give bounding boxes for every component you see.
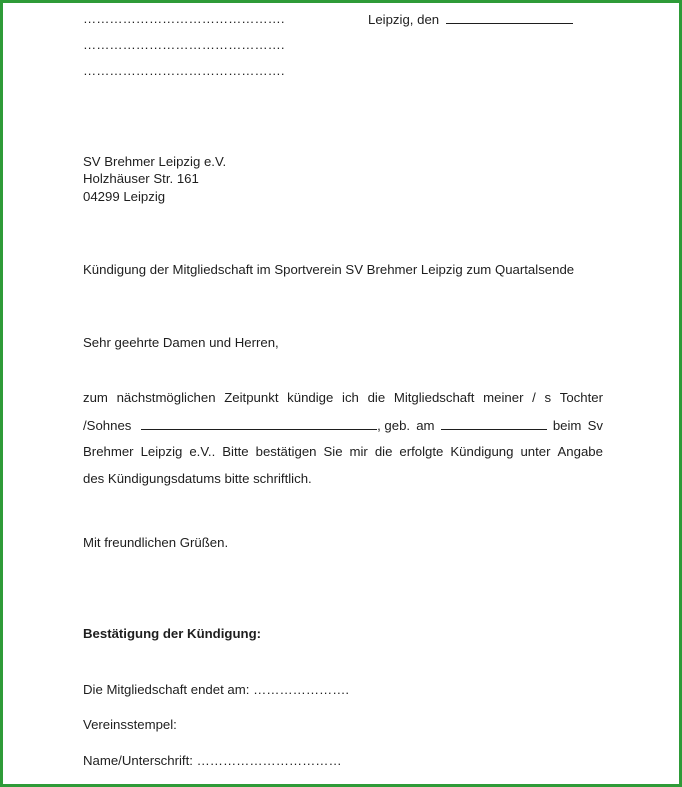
membership-end-label: Die Mitgliedschaft endet am: [83,682,250,697]
body-word: Leipzig [140,444,183,459]
body-word: mir [349,444,368,459]
sender-line-1: ………………………………………. [83,11,285,26]
date-blank [446,11,573,24]
recipient-city: 04299 Leipzig [83,189,166,204]
body-line-3 [83,444,603,460]
signature-label: Name/Unterschrift: [83,753,193,768]
subject-line: Kündigung der Mitgliedschaft im Sportverein SV Brehmer Leipzig zum Quartalsende [83,262,575,277]
body-word: Brehmer [83,444,134,459]
body-word: s [544,390,552,405]
sender-line-2: ………………………………………. [83,37,285,52]
signature-field [83,753,342,769]
body-word: bestätigen [255,444,317,459]
geb-label: , geb. [377,418,411,433]
closing: Mit freundlichen Grüßen. [83,535,229,550]
body-word: Bitte [222,444,249,459]
body-word: Sie [323,444,343,459]
body-word: die [367,390,386,405]
beim-label: beim [552,418,582,433]
body-line-4: des Kündigungsdatums bitte schriftlich. [83,471,312,486]
body-word: Angabe [557,444,603,459]
body-word: kündige [287,390,334,405]
body-word: meiner [483,390,524,405]
body-word: / [532,390,536,405]
sender-line-3: ………………………………………. [83,63,285,78]
place-date-field [368,11,573,28]
body-word: e.V.. [189,444,216,459]
membership-end-field [83,682,349,698]
recipient-street: Holzhäuser Str. 161 [83,171,199,186]
birthdate-blank [441,417,547,430]
confirmation-heading: Bestätigung der Kündigung: [83,626,262,641]
salutation: Sehr geehrte Damen und Herren, [83,335,279,350]
body-line-2 [83,417,603,434]
body-word: Kündigung [450,444,514,459]
body-word: ich [342,390,359,405]
sohnes-label: /Sohnes [83,418,132,433]
child-name-blank [141,417,377,430]
am-label: am [416,418,435,433]
signature-dots: …………………………… [196,753,342,768]
body-word: erfolgte [399,444,444,459]
body-word: zum [83,390,108,405]
sv-label: Sv [587,418,603,433]
membership-end-dots: …………………. [253,682,350,697]
body-word: unter [520,444,551,459]
body-word: Mitgliedschaft [393,390,475,405]
body-word: die [374,444,393,459]
body-word: Tochter [559,390,603,405]
recipient-name: SV Brehmer Leipzig e.V. [83,154,227,169]
body-word: Zeitpunkt [224,390,279,405]
body-word: nächstmöglichen [116,390,216,405]
place-date-label: Leipzig, den [368,12,440,27]
body-line-1 [83,390,603,406]
club-stamp-label: Vereinsstempel: [83,717,177,732]
